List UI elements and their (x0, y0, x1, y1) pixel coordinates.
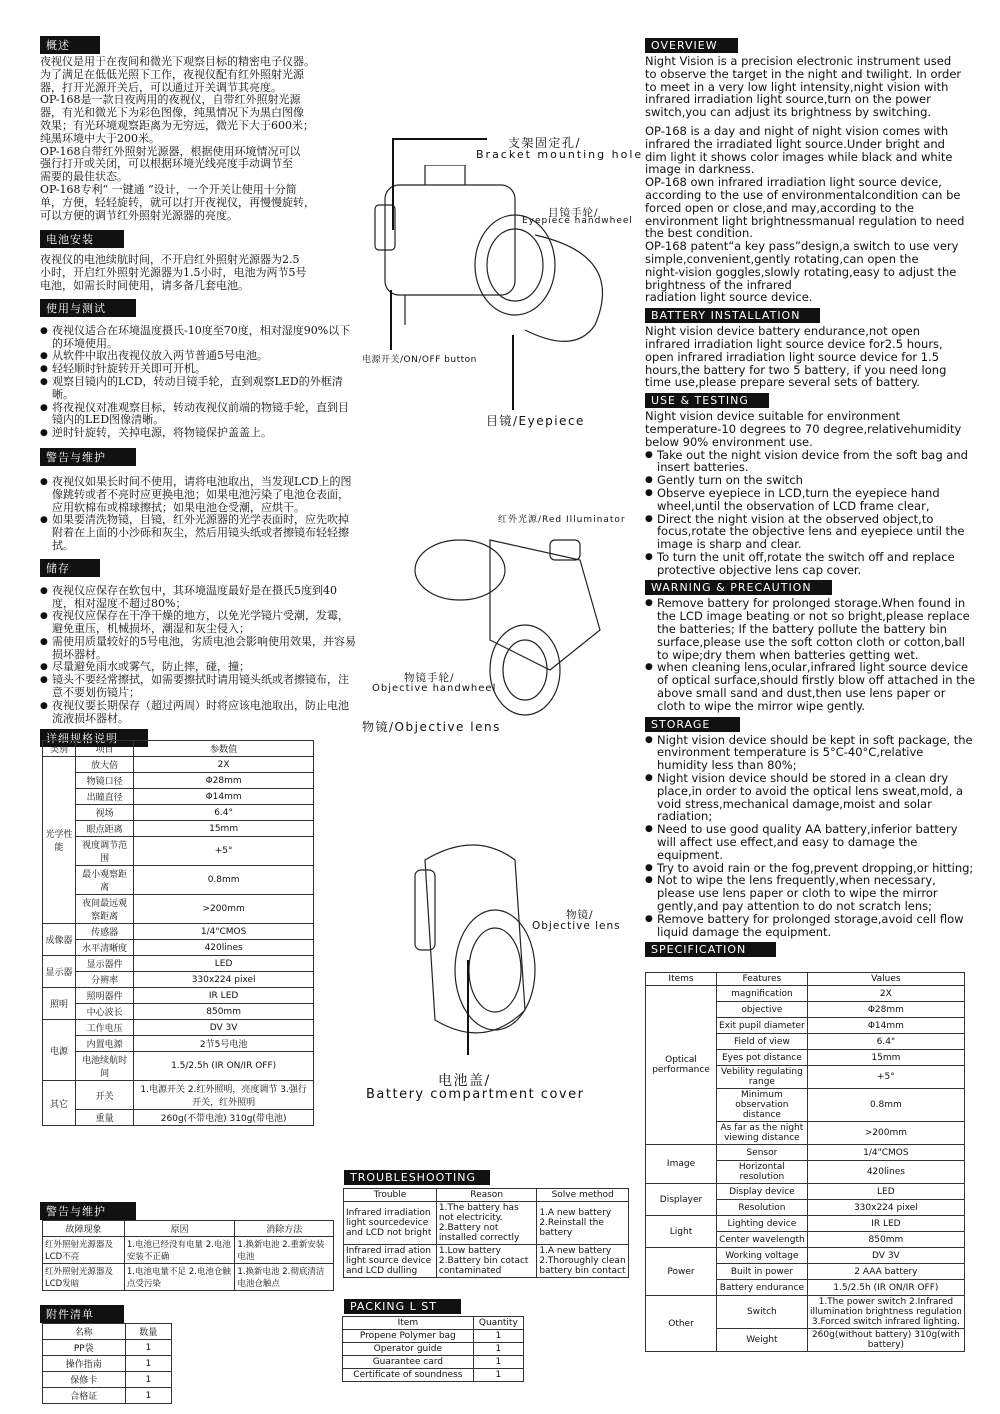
table-cell: DV 3V (134, 1020, 314, 1036)
table-cell: Certificate of soundness (343, 1369, 474, 1382)
category-cell: Light (646, 1216, 717, 1248)
table-row (343, 1369, 524, 1382)
en-use-list (645, 449, 975, 577)
table-cell: 15mm (134, 821, 314, 837)
table-cell: LED (134, 956, 314, 972)
table-cell: 合格证 (43, 1388, 126, 1404)
en-overview-line: Night Vision is a precision electronic instrument used (645, 54, 952, 68)
en-overview-line: night-vision goggles,slowly rotating,easy to adjust the (645, 264, 957, 279)
table-row (43, 1264, 334, 1291)
cn-trouble-table (42, 1220, 334, 1291)
table-header-cell: Solve method (537, 1189, 629, 1202)
table-row (646, 1248, 965, 1264)
table-row (43, 956, 314, 972)
table-cell: 1/4"CMOS (807, 1145, 964, 1161)
table-cell: 6.4" (807, 1034, 964, 1050)
table-cell: 红外照射光源器及LCD发暗 (43, 1264, 125, 1291)
table-cell: 1.The battery has not electricity. 2.Battery not installed correctly (436, 1202, 536, 1245)
device-illustration-bottom (395, 830, 595, 1060)
cn-warning-heading: 警告与维护 (40, 448, 136, 466)
table-cell: 2X (807, 986, 964, 1002)
table-cell: objective (717, 1002, 808, 1018)
table-row (43, 805, 314, 821)
table-row (43, 1110, 314, 1126)
table-header-cell: Quantity (473, 1317, 523, 1330)
cn-accessory-table (42, 1323, 172, 1404)
table-row (646, 986, 965, 1002)
cn-storage-item: ● 夜视仪要长期保存（超过两周）时将应该电池取出，防止电池流液损坏器材。 (40, 700, 358, 726)
table-cell: 1.换新电池 2.彻底清洁电池仓触点 (235, 1264, 334, 1291)
cn-use-item: ● 观察目镜内的LCD，转动目镜手轮，直到观察LED的外框清晰。 (40, 376, 358, 402)
en-use-item: ● Take out the night vision device from the soft bag and insert batteries. (645, 449, 975, 475)
cn-storage-item: ● 镜头不要经常擦拭，如需要擦拭时请用镜头纸或者擦镜布，注意不要划伤镜片； (40, 674, 358, 700)
table-cell: >200mm (807, 1122, 964, 1145)
cn-battery-heading: 电池安装 (40, 230, 124, 248)
cn-use-list (40, 325, 358, 440)
table-cell: Φ14mm (134, 789, 314, 805)
table-cell: Φ14mm (807, 1018, 964, 1034)
table-cell: 420lines (134, 940, 314, 956)
table-row (43, 1036, 314, 1052)
eyewheel-label-en: Eyepiece handwheel (522, 216, 633, 226)
table-cell: Battery endurance (717, 1280, 808, 1296)
table-cell: 中心波长 (75, 1004, 133, 1020)
cn-warning-item: ● 如果要清洗物镜，目镜，红外光源器的光学表面时，应先吹掉附着在上面的小沙砾和灰尘，然后用镜头纸或者擦镜布轻轻擦拭。 (40, 514, 358, 552)
cn-battery-text (40, 254, 358, 292)
table-cell: 0.8mm (134, 866, 314, 895)
table-cell: 2X (134, 757, 314, 773)
table-cell: 15mm (807, 1050, 964, 1066)
cn-overview-line: OP-168自带红外照射光源器，根据使用环境情况可以 (40, 144, 301, 158)
cn-overview-line: 需要的最佳状态。 (40, 170, 128, 184)
table-header-row (43, 1324, 172, 1340)
table-header-cell: 参数值 (134, 741, 314, 757)
en-overview-line: image in darkness. (645, 162, 755, 177)
en-storage-item: ● Need to use good quality AA battery,inferior battery will affect use effect,and easy to damage the equipment. (645, 823, 975, 861)
table-cell: IR LED (807, 1216, 964, 1232)
en-overview-line: switch,you can adjust its brightness by switching. (645, 105, 932, 120)
table-cell: +5° (807, 1066, 964, 1089)
table-row (343, 1356, 524, 1369)
cn-use-item: ● 将夜视仪对准观察目标，转动夜视仪前端的物镜手轮，直到目镜内的LED图像清晰。 (40, 402, 358, 428)
table-row (43, 1052, 314, 1081)
table-row (43, 988, 314, 1004)
table-row (43, 895, 314, 924)
table-cell: 330x224 pixel (807, 1200, 964, 1216)
en-storage-item: ● Try to avoid rain or the fog,prevent dropping,or hitting; (645, 862, 975, 875)
cn-overview-heading: 概述 (40, 36, 100, 54)
en-overview-line: simple,convenient,gently rotating,can open the (645, 251, 919, 266)
en-overview-line: the best condition. (645, 226, 753, 241)
table-row (43, 773, 314, 789)
objective-lens-label-1: 物镜/Objective lens (362, 720, 501, 734)
table-cell: Vebility regulating range (717, 1066, 808, 1089)
cn-overview-line: 器，有光和微光下为彩色图像，纯黑情况下为黑白图像 (40, 106, 304, 120)
cn-storage-item: ● 夜视仪应保存在软包中，其环境温度最好是在摄氏5度到40度，相对湿度不超过80%； (40, 585, 358, 611)
cn-overview-line: 强行打开或关闭，可以根据环境光线亮度手动调节至 (40, 157, 293, 171)
category-cell: 其它 (43, 1081, 76, 1126)
objective-wheel-label-en: Objective handwheel (372, 683, 497, 694)
table-row (646, 1145, 965, 1161)
cn-overview-line: 为了满足在低低光照下工作，夜视仪配有红外照射光源 (40, 67, 304, 81)
objective-lens-label-2-en: Objective lens (532, 920, 621, 932)
category-cell: Image (646, 1145, 717, 1184)
table-cell: +5° (134, 837, 314, 866)
cn-overview-line: OP-168是一款日夜两用的夜视仪，自带红外照射光源 (40, 93, 301, 107)
table-cell: 照明器件 (75, 988, 133, 1004)
cn-use-item: ● 轻轻顺时针旋转开关即可开机。 (40, 363, 358, 376)
table-cell: 出瞳直径 (75, 789, 133, 805)
table-cell: 1.电池已经没有电量 2.电池安装不正确 (124, 1237, 235, 1264)
en-battery-line: hours,the battery for two 5 battery, if you need long (645, 362, 947, 377)
table-header-cell: Values (807, 973, 964, 986)
en-spec-table (645, 972, 965, 1352)
table-cell: 开关 (75, 1081, 133, 1110)
table-cell: Weight (717, 1329, 808, 1352)
device-illustration-top (365, 165, 615, 415)
table-cell: 1 (473, 1330, 523, 1343)
table-cell: 1.5/2.5h (IR ON/IR OFF) (134, 1052, 314, 1081)
table-row (43, 1020, 314, 1036)
table-cell: Operator guide (343, 1343, 474, 1356)
table-cell: 保修卡 (43, 1372, 126, 1388)
en-overview-line: OP-168 patent“a key pass”design,a switch to use very (645, 239, 959, 254)
table-header-cell: Features (717, 973, 808, 986)
table-cell: Infrared irrad ation light source device and LCD dulling (344, 1245, 437, 1278)
table-cell: 260g(不带电池) 310g(带电池) (134, 1110, 314, 1126)
category-cell: 照明 (43, 988, 76, 1020)
table-cell: Infrared irradiation light sourcedevice and LCD not bright (344, 1202, 437, 1245)
table-cell: 850mm (807, 1232, 964, 1248)
table-cell: 2 AAA battery (807, 1264, 964, 1280)
cn-battery-line: 电池，如需长时间使用，请多备几套电池。 (40, 278, 249, 292)
left-column (40, 34, 358, 749)
table-cell: PP袋 (43, 1340, 126, 1356)
table-cell: Working voltage (717, 1248, 808, 1264)
table-cell: 1/4"CMOS (134, 924, 314, 940)
en-use-line: Night vision device suitable for environment (645, 409, 901, 424)
table-cell: Resolution (717, 1200, 808, 1216)
cn-battery-line: 夜视仪的电池续航时间，不开启红外照射光源器为2.5 (40, 253, 300, 267)
en-use-item: ● Observe eyepiece in LCD,turn the eyepiece hand wheel,until the observation of LCD frame clear, (645, 487, 975, 513)
en-battery-text (645, 325, 975, 389)
table-row (646, 1184, 965, 1200)
cn-accessory-heading: 附件清单 (40, 1305, 124, 1323)
table-cell: 红外照射光源器及LCD不亮 (43, 1237, 125, 1264)
objective-wheel-label-zh: 物镜手轮/ (404, 672, 455, 684)
table-cell: >200mm (134, 895, 314, 924)
table-row (43, 866, 314, 895)
cn-storage-item: ● 尽量避免雨水或雾气，防止摔，碰，撞； (40, 661, 358, 674)
table-cell: 显示器件 (75, 956, 133, 972)
table-cell: 1.换新电池 2.重新安装电池 (235, 1237, 334, 1264)
table-cell: Field of view (717, 1034, 808, 1050)
table-header-cell: 类别 (43, 741, 76, 757)
category-cell: Other (646, 1296, 717, 1352)
en-overview-line: infrared the irradiated light source.Under bright and (645, 136, 945, 151)
table-header-cell: Item (343, 1317, 474, 1330)
cn-overview-line: 器，打开光源开关后，可以通过开关调节其亮度。 (40, 80, 282, 94)
cn-warning2-heading: 警告与维护 (40, 1202, 136, 1220)
en-warning-heading: WARNING & PRECAUTION (645, 580, 832, 595)
table-cell: 传感器 (75, 924, 133, 940)
table-cell: 1.A new battery 2.Reinstall the battery (537, 1202, 629, 1245)
table-cell: 2节5号电池 (134, 1036, 314, 1052)
category-cell: 光学性能 (43, 757, 76, 924)
en-use-item: ● Gently turn on the switch (645, 474, 975, 487)
table-row (43, 1388, 172, 1404)
en-battery-heading: BATTERY INSTALLATION (645, 308, 820, 323)
packing-heading: PACKING L ST (344, 1299, 461, 1314)
en-overview-line: forced open or close,and may,according to the (645, 200, 915, 215)
ir-illuminator-label: 红外光源/Red Illuminator (498, 515, 626, 525)
table-cell: magnification (717, 986, 808, 1002)
en-battery-line: open infrared irradiation light source device for 1.5 (645, 349, 940, 364)
en-use-item: ● Direct the night vision at the observed object,to focus,rotate the objective lens and eyepiece until the image is sharp and clear. (645, 513, 975, 551)
en-use-line: below 90% environment use. (645, 434, 813, 449)
table-row (343, 1330, 524, 1343)
cn-storage-item: ● 需使用质量较好的5号电池，劣质电池会影响使用效果，并容易损坏器材。 (40, 636, 358, 662)
en-overview-text (645, 55, 975, 119)
table-cell: 物镜口径 (75, 773, 133, 789)
table-cell: 放大倍 (75, 757, 133, 773)
en-use-heading: USE & TESTING (645, 393, 769, 408)
table-cell: 1 (125, 1372, 171, 1388)
table-cell: 420lines (807, 1161, 964, 1184)
category-cell: Displayer (646, 1184, 717, 1216)
table-row (43, 1081, 314, 1110)
cn-overview-line: 夜视仪是用于在夜间和微光下观察目标的精密电子仪器。 (40, 55, 315, 68)
bracket-label-en: Bracket mounting hole (476, 148, 644, 161)
table-header-row (43, 1221, 334, 1237)
packing-table (342, 1316, 524, 1382)
table-cell: 0.8mm (807, 1089, 964, 1122)
troubleshooting-table (343, 1188, 629, 1278)
table-cell: IR LED (134, 988, 314, 1004)
cn-overview-line: 可以方便的调节红外照射光源器的亮度。 (40, 208, 238, 222)
table-row (43, 972, 314, 988)
table-cell: Lighting device (717, 1216, 808, 1232)
table-cell: 1.电池电量不足 2.电池仓触点受污染 (124, 1264, 235, 1291)
table-cell: Display device (717, 1184, 808, 1200)
table-cell: 电池续航时间 (75, 1052, 133, 1081)
en-overview-heading: OVERVIEW (645, 38, 738, 53)
table-cell: 水平清晰度 (75, 940, 133, 956)
table-cell: 6.4° (134, 805, 314, 821)
table-row (43, 789, 314, 805)
cn-battery-line: 小时，开启红外照射光源器为1.5小时，电池为两节5号 (40, 266, 307, 280)
en-storage-item: ● Remove battery for prolonged storage,avoid cell flow liquid damage the equipment. (645, 913, 975, 939)
cn-warning-list (40, 476, 358, 553)
cn-use-item: ● 夜视仪适合在环境温度摄氏-10度至70度，相对湿度90%以下的环境使用。 (40, 325, 358, 351)
cn-overview-text (40, 56, 358, 222)
table-row (43, 837, 314, 866)
table-cell: Switch (717, 1296, 808, 1329)
table-cell: 330x224 pixel (134, 972, 314, 988)
table-row (43, 940, 314, 956)
table-header-cell: Trouble (344, 1189, 437, 1202)
en-spec-heading: SPECIFICATION (645, 942, 776, 957)
table-cell: Propene Polymer bag (343, 1330, 474, 1343)
en-overview-line: to observe the target in the night and twilight. In order (645, 66, 962, 81)
en-use-text (645, 410, 975, 448)
en-overview-text-2 (645, 125, 975, 304)
table-cell: Built in power (717, 1264, 808, 1280)
cn-storage-heading: 储存 (40, 559, 100, 577)
cn-overview-line: OP-168专利“ 一键通 ”设计，一个开关让使用十分简 (40, 182, 297, 196)
en-warning-item: ● Remove battery for prolonged storage.When found in the LCD image beating or not so bright,please replace the batteries; If the battery pollute the battery bin surface,please use the soft cotton cloth or cotton,ball to wipe;dry them when batteries getting wet. (645, 597, 975, 661)
table-header-row (343, 1317, 524, 1330)
table-row (344, 1245, 629, 1278)
cn-storage-list (40, 585, 358, 726)
table-row (43, 924, 314, 940)
table-cell: 1.5/2.5h (IR ON/IR OFF) (807, 1280, 964, 1296)
table-cell: 分辨率 (75, 972, 133, 988)
category-cell: 成像器 (43, 924, 76, 956)
en-overview-line: dim light it shows color images while black and white (645, 149, 953, 164)
en-warning-list (645, 597, 975, 712)
table-cell: Φ28mm (807, 1002, 964, 1018)
table-cell: 重量 (75, 1110, 133, 1126)
en-battery-line: time use,please prepare several sets of battery. (645, 375, 920, 390)
en-overview-line: brightness of the infrared (645, 277, 792, 292)
table-cell: Center wavelength (717, 1232, 808, 1248)
en-storage-heading: STORAGE (645, 717, 740, 732)
table-cell: Sensor (717, 1145, 808, 1161)
cn-use-item: ● 从软件中取出夜视仪放入两节普通5号电池。 (40, 350, 358, 363)
cn-use-item: ● 逆时针旋转，关掉电源，将物镜保护盖盖上。 (40, 427, 358, 440)
en-storage-item: ● Not to wipe the lens frequently,when necessary, please use lens paper or cloth to wipe the mirror gently,and pay attention to do not scratch lens; (645, 874, 975, 912)
table-cell: 1.The power switch 2.Infrared illumination brightness regulation 3.Forced switch infrared lighting. (807, 1296, 964, 1329)
table-row (43, 757, 314, 773)
table-header-cell: 项目 (75, 741, 133, 757)
bracket-label-zh: 支架固定孔/ (508, 136, 582, 150)
table-cell: Horizontal resolution (717, 1161, 808, 1184)
eyewheel-label-zh: 目镜手轮/ (548, 207, 599, 219)
cn-overview-line: 效果；有光环境观察距离为无穷远，微光下大于600米； (40, 118, 314, 132)
table-cell: 1.A new battery 2.Thoroughly clean battery bin contact (537, 1245, 629, 1278)
table-cell: LED (807, 1184, 964, 1200)
table-header-cell: Reason (436, 1189, 536, 1202)
table-cell: 1 (125, 1356, 171, 1372)
table-row (43, 1356, 172, 1372)
table-cell: 眼点距离 (75, 821, 133, 837)
troubleshooting-heading: TROUBLESHOOTING (344, 1170, 490, 1185)
en-storage-item: ● Night vision device should be stored in a clean dry place,in order to avoid the optical lens sweat,mold, a void stress,mechanical damage,moist and solar radiation; (645, 772, 975, 823)
en-storage-item: ● Night vision device should be kept in soft package, the environment temperature is 5°C-40°C,relative humidity less than 80%; (645, 734, 975, 772)
right-column (645, 34, 975, 959)
en-overview-line: to meet in a very low light intensity,night vision with (645, 79, 949, 94)
table-cell: 1 (473, 1369, 523, 1382)
en-warning-item: ● when cleaning lens,ocular,infrared light source device of optical surface,should firstly blow off attached in the above small sand and dust,then use lens paper or cloth to wipe the mirror wipe gently. (645, 661, 975, 712)
table-cell: 1.电源开关 2.红外照明，亮度调节 3.强行开关，红外照明 (134, 1081, 314, 1110)
table-cell: 1 (473, 1356, 523, 1369)
table-cell: 1.Low battery 2.Battery bin cotact contaminated (436, 1245, 536, 1278)
table-header-row (344, 1189, 629, 1202)
battery-cover-label-zh: 电池盖/ (438, 1073, 491, 1089)
table-cell: As far as the night viewing distance (717, 1122, 808, 1145)
category-cell: 显示器 (43, 956, 76, 988)
table-row (646, 1296, 965, 1329)
table-row (43, 1004, 314, 1020)
cn-warning-item: ● 夜视仪如果长时间不使用，请将电池取出，当发现LCD上的图像跳转或者不亮时应更换电池；如果电池污染了电池仓表面，应用软棉布或棉球擦拭；如果电池仓受潮，应烘干。 (40, 476, 358, 514)
table-header-cell: 数量 (125, 1324, 171, 1340)
power-button-label: 电源开关/ON/OFF button (362, 355, 477, 365)
en-overview-line: according to the use of environmentalcondition can be (645, 187, 961, 202)
table-cell: 内置电源 (75, 1036, 133, 1052)
table-cell: 最小观察距离 (75, 866, 133, 895)
table-cell: 夜间最远观察距离 (75, 895, 133, 924)
cn-spec-table (42, 740, 314, 1126)
cn-use-heading: 使用与测试 (40, 299, 136, 317)
table-header-cell: 消除方法 (235, 1221, 334, 1237)
en-overview-line: infrared irradiation light source,turn on the power (645, 92, 931, 107)
table-header-cell: 故障现象 (43, 1221, 125, 1237)
table-row (43, 1372, 172, 1388)
table-header-row (646, 973, 965, 986)
table-row (343, 1343, 524, 1356)
en-storage-list (645, 734, 975, 939)
en-overview-line: OP-168 own infrared irradiation light source device, (645, 175, 942, 190)
table-header-row (43, 741, 314, 757)
objective-lens-label-2-zh: 物镜/ (566, 909, 594, 921)
table-cell: 260g(without battery) 310g(with battery) (807, 1329, 964, 1352)
category-cell: 电源 (43, 1020, 76, 1081)
table-row (43, 1340, 172, 1356)
table-cell: Guarantee card (343, 1356, 474, 1369)
table-header-cell: 名称 (43, 1324, 126, 1340)
en-battery-line: Night vision device battery endurance,not open (645, 324, 921, 339)
table-row (646, 1216, 965, 1232)
table-header-cell: Items (646, 973, 717, 986)
cn-spec-heading: 详细规格说明 (40, 729, 148, 747)
table-row (43, 1237, 334, 1264)
table-cell: Eyes pot distance (717, 1050, 808, 1066)
table-cell: 操作指南 (43, 1356, 126, 1372)
en-overview-line: OP-168 is a day and night of night vision comes with (645, 123, 949, 138)
table-cell: 视场 (75, 805, 133, 821)
en-overview-line: radiation light source device. (645, 290, 813, 305)
table-cell: 850mm (134, 1004, 314, 1020)
table-row (344, 1202, 629, 1245)
table-cell: 1 (473, 1343, 523, 1356)
table-cell: Φ28mm (134, 773, 314, 789)
en-overview-line: environment light brightnessmanual regulation to need (645, 213, 965, 228)
table-cell: Minimum observation distance (717, 1089, 808, 1122)
category-cell: Optical performance (646, 986, 717, 1145)
cn-storage-item: ● 夜视仪应保存在干净干燥的地方，以免光学镜片受潮，发霉，避免重压，机械损坏，潮湿和灰尘侵入； (40, 610, 358, 636)
battery-cover-label-en: Battery compartment cover (366, 1087, 585, 1102)
table-cell: DV 3V (807, 1248, 964, 1264)
category-cell: Power (646, 1248, 717, 1296)
en-use-item: ● To turn the unit off,rotate the switch off and replace protective objective lens cap cover. (645, 551, 975, 577)
cn-overview-line: 单，方便，轻轻旋转，就可以打开夜视仪，再慢慢旋转， (40, 195, 315, 209)
table-cell: 工作电压 (75, 1020, 133, 1036)
table-cell: Exit pupil diameter (717, 1018, 808, 1034)
table-cell: 1 (125, 1340, 171, 1356)
table-row (43, 821, 314, 837)
en-use-line: temperature-10 degrees to 70 degree,relativehumidity (645, 421, 962, 436)
eyepiece-label: 目镜/Eyepiece (486, 414, 585, 428)
table-cell: 1 (125, 1388, 171, 1404)
cn-overview-line: 纯黑环境中大于200米。 (40, 131, 160, 145)
table-header-cell: 原因 (124, 1221, 235, 1237)
table-cell: 视度调节范围 (75, 837, 133, 866)
en-battery-line: infrared irradiation light source device for2.5 hours, (645, 336, 943, 351)
